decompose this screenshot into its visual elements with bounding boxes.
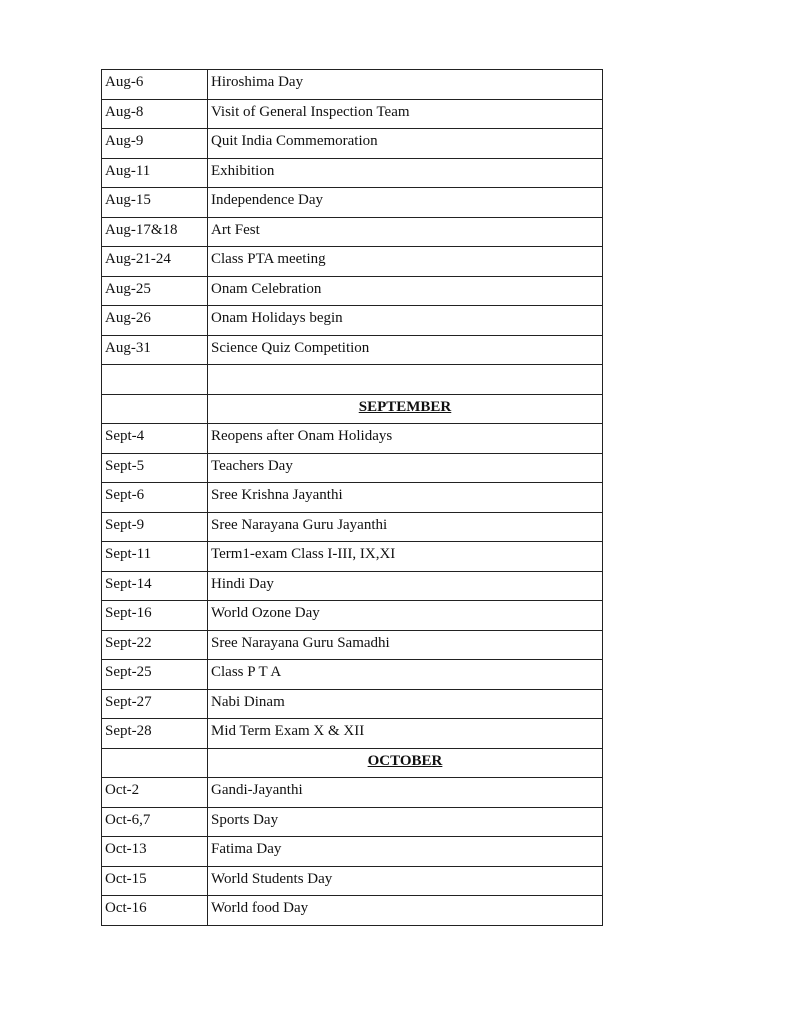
date-cell: Sept-11 — [102, 542, 208, 572]
event-cell: Exhibition — [208, 158, 603, 188]
date-cell: Sept-9 — [102, 512, 208, 542]
event-cell: Teachers Day — [208, 453, 603, 483]
month-heading: SEPTEMBER — [208, 394, 603, 424]
event-cell: Mid Term Exam X & XII — [208, 719, 603, 749]
date-cell — [102, 365, 208, 395]
event-cell: Onam Holidays begin — [208, 306, 603, 336]
event-cell: Sree Narayana Guru Samadhi — [208, 630, 603, 660]
event-cell: World Students Day — [208, 866, 603, 896]
month-header-row — [102, 394, 603, 424]
event-cell: Nabi Dinam — [208, 689, 603, 719]
event-cell: World Ozone Day — [208, 601, 603, 631]
table-row — [102, 630, 603, 660]
table-row — [102, 99, 603, 129]
event-cell: Class PTA meeting — [208, 247, 603, 277]
month-heading: OCTOBER — [208, 748, 603, 778]
event-cell: Onam Celebration — [208, 276, 603, 306]
table-row — [102, 601, 603, 631]
blank-row — [102, 365, 603, 395]
event-cell: Reopens after Onam Holidays — [208, 424, 603, 454]
table-row — [102, 335, 603, 365]
table-row — [102, 896, 603, 926]
month-header-row — [102, 748, 603, 778]
event-cell: Term1-exam Class I-III, IX,XI — [208, 542, 603, 572]
table-row — [102, 70, 603, 100]
date-cell: Sept-5 — [102, 453, 208, 483]
date-cell: Aug-31 — [102, 335, 208, 365]
event-cell: Visit of General Inspection Team — [208, 99, 603, 129]
table-row — [102, 542, 603, 572]
event-cell: Sree Narayana Guru Jayanthi — [208, 512, 603, 542]
table-row — [102, 719, 603, 749]
date-cell: Sept-25 — [102, 660, 208, 690]
table-row — [102, 689, 603, 719]
date-cell: Sept-16 — [102, 601, 208, 631]
event-cell: Fatima Day — [208, 837, 603, 867]
table-row — [102, 866, 603, 896]
table-row — [102, 188, 603, 218]
event-cell: Hindi Day — [208, 571, 603, 601]
table-row — [102, 660, 603, 690]
date-cell: Sept-27 — [102, 689, 208, 719]
table-row — [102, 453, 603, 483]
date-cell: Sept-14 — [102, 571, 208, 601]
calendar-table — [101, 69, 603, 926]
date-cell — [102, 394, 208, 424]
table-row — [102, 217, 603, 247]
event-cell: Quit India Commemoration — [208, 129, 603, 159]
table-row — [102, 129, 603, 159]
calendar-body — [102, 70, 603, 926]
date-cell: Sept-28 — [102, 719, 208, 749]
date-cell: Aug-8 — [102, 99, 208, 129]
date-cell: Aug-15 — [102, 188, 208, 218]
table-row — [102, 306, 603, 336]
date-cell: Oct-15 — [102, 866, 208, 896]
event-cell: Sports Day — [208, 807, 603, 837]
date-cell: Aug-17&18 — [102, 217, 208, 247]
date-cell: Aug-21-24 — [102, 247, 208, 277]
table-row — [102, 837, 603, 867]
date-cell: Aug-6 — [102, 70, 208, 100]
event-cell: World food Day — [208, 896, 603, 926]
table-row — [102, 807, 603, 837]
date-cell — [102, 748, 208, 778]
table-row — [102, 276, 603, 306]
date-cell: Sept-4 — [102, 424, 208, 454]
table-row — [102, 158, 603, 188]
date-cell: Aug-26 — [102, 306, 208, 336]
table-row — [102, 247, 603, 277]
date-cell: Aug-9 — [102, 129, 208, 159]
event-cell — [208, 365, 603, 395]
event-cell: Independence Day — [208, 188, 603, 218]
date-cell: Oct-2 — [102, 778, 208, 808]
date-cell: Sept-6 — [102, 483, 208, 513]
date-cell: Oct-6,7 — [102, 807, 208, 837]
table-row — [102, 424, 603, 454]
date-cell: Aug-11 — [102, 158, 208, 188]
event-cell: Gandi-Jayanthi — [208, 778, 603, 808]
table-row — [102, 483, 603, 513]
table-row — [102, 571, 603, 601]
date-cell: Sept-22 — [102, 630, 208, 660]
table-row — [102, 778, 603, 808]
event-cell: Art Fest — [208, 217, 603, 247]
date-cell: Aug-25 — [102, 276, 208, 306]
event-cell: Hiroshima Day — [208, 70, 603, 100]
date-cell: Oct-16 — [102, 896, 208, 926]
event-cell: Class P T A — [208, 660, 603, 690]
date-cell: Oct-13 — [102, 837, 208, 867]
event-cell: Science Quiz Competition — [208, 335, 603, 365]
event-cell: Sree Krishna Jayanthi — [208, 483, 603, 513]
table-row — [102, 512, 603, 542]
